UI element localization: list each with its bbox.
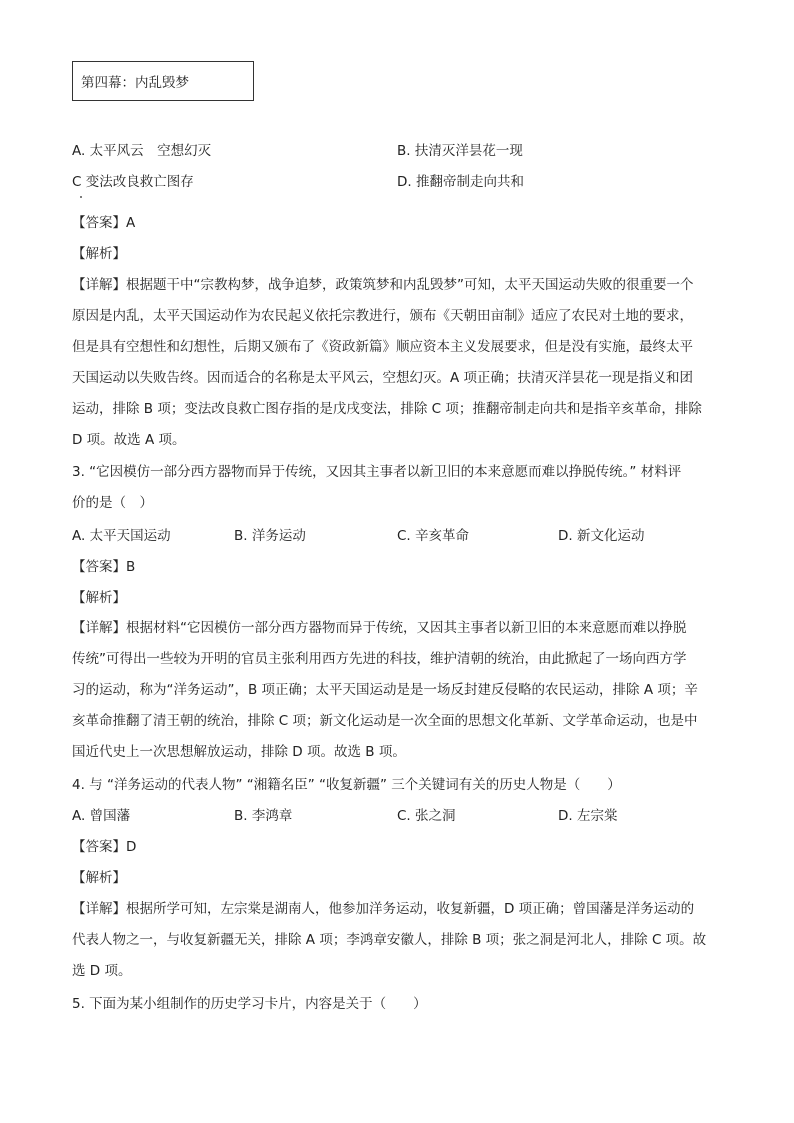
- q3-analysis-label: 【解析】: [72, 590, 126, 606]
- q3-detail-line: 国近代史上一次思想解放运动，排除 D 项。故选 B 项。: [72, 744, 406, 760]
- q3-detail-line: 亥革命推翻了清王朝的统治，排除 C 项；新文化运动是一次全面的思想文化革新、文学革命运动，也是中: [72, 713, 698, 729]
- q3-detail-line: 传统”可得出一些较为开明的官员主张利用西方先进的科技，维护清朝的统治，由此掀起了一场向西方学: [72, 651, 687, 667]
- q3-option-a: A. 太平天国运动: [72, 528, 171, 544]
- q4-option-d: D. 左宗棠: [558, 808, 618, 824]
- q3-stem-line: 3. “它因模仿一部分西方器物而异于传统，又因其主事者以新卫旧的本来意愿而难以挣脱传统。” 材料评: [72, 464, 682, 480]
- q2-detail-line: D 项。故选 A 项。: [72, 432, 186, 448]
- q3-stem: [72, 457, 722, 519]
- q2-option-c: C 变法改良救亡图存: [72, 174, 194, 190]
- q3-stem-line: 价的是（ ）: [72, 495, 153, 511]
- q4-detail: [72, 894, 722, 987]
- q2-detail: [72, 270, 722, 456]
- q2-detail-line: 天国运动以失败告终。因而适合的名称是太平风云，空想幻灭。A 项正确；扶清灭洋昙花一现是指义和团: [72, 370, 694, 386]
- q2-detail-line: 但是具有空想性和幻想性，后期又颁布了《资政新篇》顺应资本主义发展要求，但是没有实施，最终太平: [72, 339, 693, 355]
- q3-answer: 【答案】B: [72, 559, 136, 575]
- q4-detail-line: 选 D 项。: [72, 963, 132, 979]
- q3-detail: [72, 613, 722, 768]
- q2-analysis-label: 【解析】: [72, 246, 126, 262]
- q2-detail-line: 【详解】根据题干中“宗教构梦，战争追梦，政策筑梦和内乱毁梦”可知，太平天国运动失败的很重要一个: [72, 277, 694, 293]
- act-title-box: [72, 61, 254, 101]
- q5-stem: 5. 下面为某小组制作的历史学习卡片，内容是关于（ ）: [72, 996, 427, 1012]
- q3-detail-line: 【详解】根据材料“它因模仿一部分西方器物而异于传统，又因其主事者以新卫旧的本来意愿而难以挣脱: [72, 620, 687, 636]
- q2-option-b: B. 扶清灭洋昙花一现: [397, 143, 523, 159]
- q2-detail-line: 原因是内乱，太平天国运动作为农民起义依托宗教进行，颁布《天朝田亩制》适应了农民对土地的要求，: [72, 308, 693, 324]
- q4-detail-line: 【详解】根据所学可知，左宗棠是湖南人，他参加洋务运动，收复新疆，D 项正确；曾国藩是洋务运动的: [72, 901, 695, 917]
- q2-answer: 【答案】A: [72, 215, 136, 231]
- q4-option-a: A. 曾国藩: [72, 808, 131, 824]
- q4-analysis-label: 【解析】: [72, 870, 126, 886]
- q4-option-c: C. 张之洞: [397, 808, 456, 824]
- q3-option-c: C. 辛亥革命: [397, 528, 470, 544]
- q2-option-a: A. 太平风云 空想幻灭: [72, 143, 212, 159]
- q4-stem: 4. 与 “洋务运动的代表人物” “湘籍名臣” “收复新疆” 三个关键词有关的历史人物是（ ）: [72, 777, 621, 793]
- q4-detail-line: 代表人物之一，与收复新疆无关，排除 A 项；李鸿章安徽人，排除 B 项；张之洞是河北人，排除 C 项。故: [72, 932, 707, 948]
- stray-mark: [80, 196, 82, 198]
- q4-option-b: B. 李鸿章: [234, 808, 293, 824]
- act-title: 第四幕：内乱毁梦: [81, 75, 189, 91]
- q2-option-d: D. 推翻帝制走向共和: [397, 174, 524, 190]
- q3-option-d: D. 新文化运动: [558, 528, 645, 544]
- q2-detail-line: 运动，排除 B 项；变法改良救亡图存指的是戊戌变法，排除 C 项；推翻帝制走向共和是指辛亥革命，排除: [72, 401, 702, 417]
- q3-detail-line: 习的运动，称为“洋务运动”，B 项正确；太平天国运动是是一场反封建反侵略的农民运动，排除 A 项；辛: [72, 682, 698, 698]
- q4-answer: 【答案】D: [72, 839, 137, 855]
- q3-option-b: B. 洋务运动: [234, 528, 306, 544]
